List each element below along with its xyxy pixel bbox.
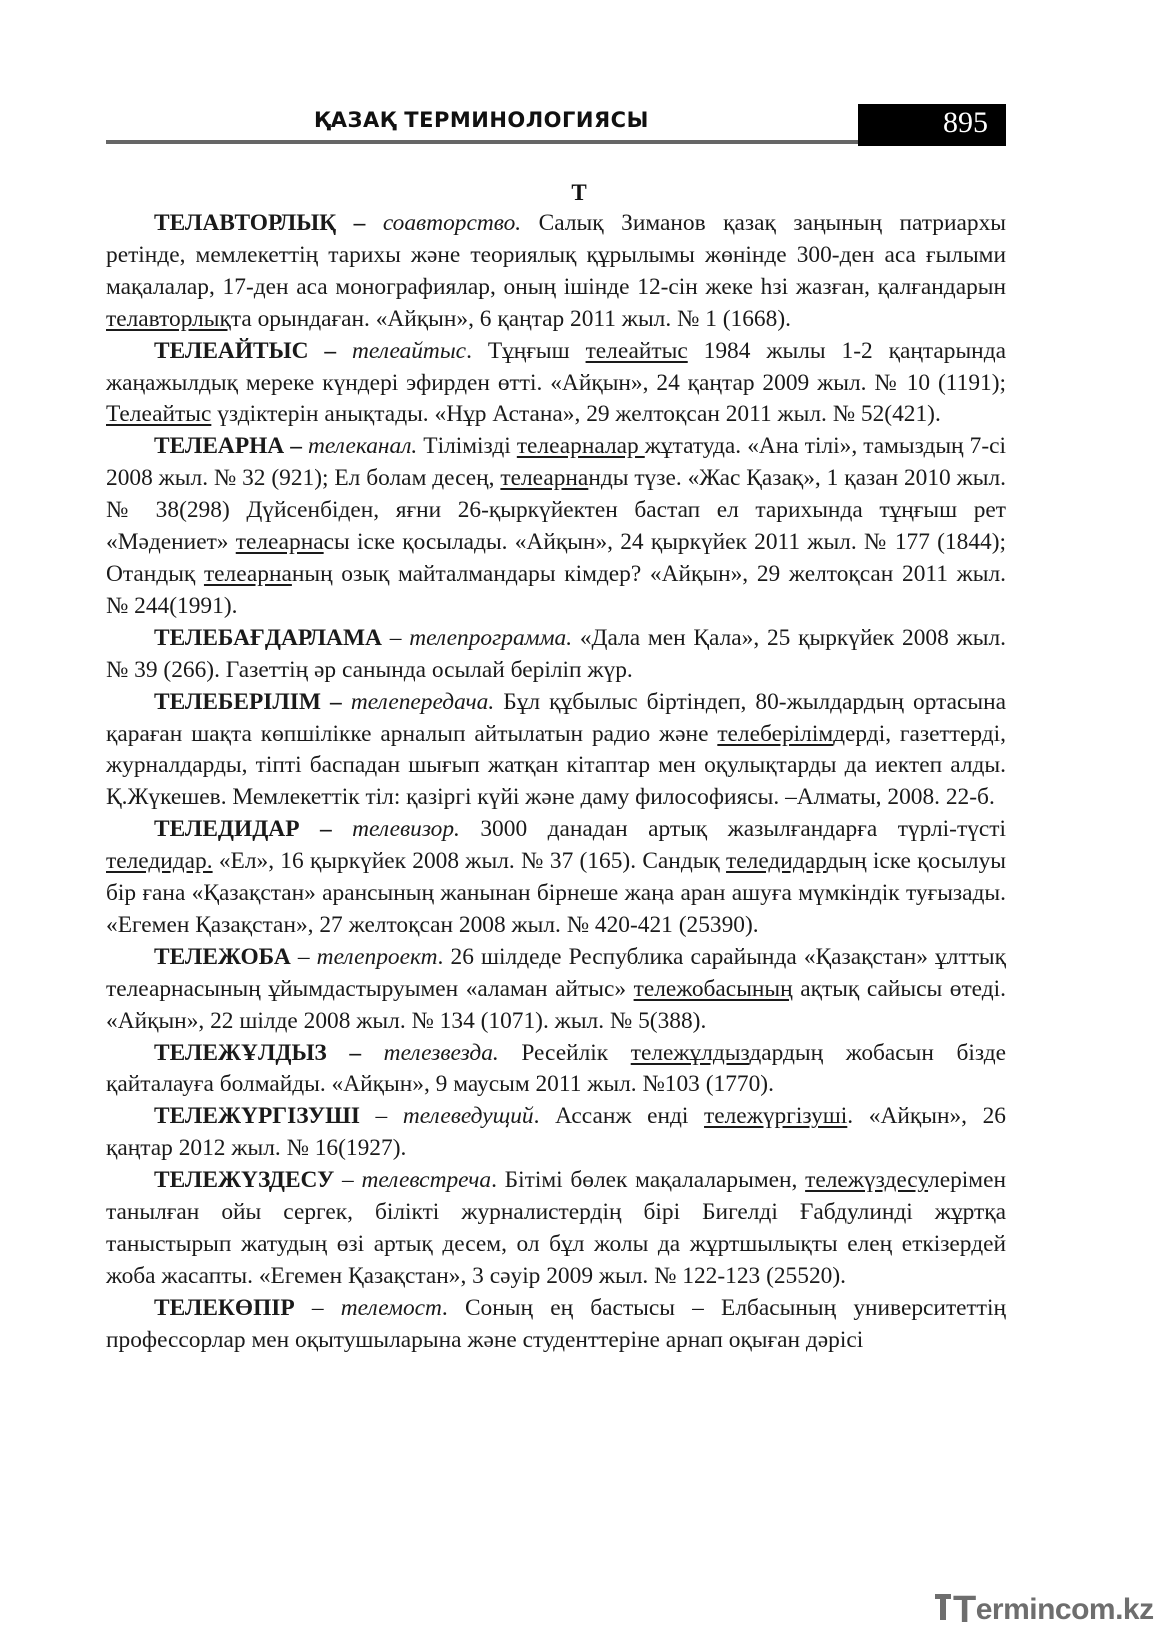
page-number: 895 xyxy=(943,106,988,139)
entry-text: – xyxy=(290,943,317,970)
entry-text: Салық Зиманов қазақ заңының патриархы ретінде, мемлекеттің тарихы және теориялық құрылымы жөнінде 300-ден аса ғылыми мақалалар, 17-ден аса монографиялар, оның ішінде 12-сін жеке һзі жазған, қалғандарын xyxy=(106,210,1006,300)
entry-example-term: телеарна xyxy=(203,560,292,587)
entry-example-term: телеарна xyxy=(500,465,589,492)
entry-headword: ТЕЛЕЖҮЗДЕСУ xyxy=(154,1167,335,1194)
watermark-logo xyxy=(935,1586,1154,1631)
entry-translation: телеведущий xyxy=(402,1103,534,1130)
entry-text: дардың жобасын бізде қайталауға болмайды. «Айқын», 9 маусым 2011 жыл. №103 (1770). xyxy=(106,1039,1007,1098)
entry-example-term: телавторлық xyxy=(106,305,231,332)
entry-headword: ТЕЛАВТОРЛЫҚ – xyxy=(154,210,383,236)
entry-translation: телевизор. xyxy=(352,816,460,843)
entry-text: . Бітімі бөлек мақалаларымен, xyxy=(491,1167,806,1194)
dictionary-entry xyxy=(106,623,1006,687)
entry-headword: ТЕЛЕЖҮРГІЗУШІ xyxy=(154,1103,360,1130)
dictionary-entry xyxy=(106,1165,1006,1293)
entry-example-term: тележұлдыз xyxy=(630,1039,750,1066)
entry-text: – xyxy=(359,1103,403,1130)
dictionary-entry xyxy=(106,687,1006,815)
dictionary-entry xyxy=(106,942,1006,1038)
watermark-rest: ermincom.kz xyxy=(975,1593,1154,1626)
entry-text: сы іске қосылады. «Айқын», 24 қыркүйек 2011 жыл. № 177 (1844); Отандық xyxy=(106,529,1007,587)
running-title: ҚАЗАҚ ТЕРМИНОЛОГИЯСЫ xyxy=(314,108,649,132)
entry-translation: телевстреча xyxy=(361,1167,492,1194)
entry-text: 1984 жылы 1-2 қаңтарында жаңажылдық мереке күндері эфирден өтті. «Айқын», 24 қаңтар 2009 жыл. № 10 (1191); xyxy=(106,337,1006,396)
entry-text: ақтық сайысы өтеді. «Айқын», 22 шілде 2008 жыл. № 134 (1071). жыл. № 5(388). xyxy=(106,975,1006,1034)
entry-example-term: тележүздесу xyxy=(805,1167,929,1194)
entry-headword: ТЕЛЕАЙТЫС – xyxy=(154,337,352,364)
entry-example-term: телеайтыс xyxy=(585,337,688,364)
entry-translation: телеайтыс xyxy=(352,337,467,364)
entry-text: . 26 шілдеде Республика сарайында «Қазақстан» ұлттық телеарнасының ұйымдастыруымен «аламан айтыс» xyxy=(106,943,1006,1002)
header-rule xyxy=(106,140,858,144)
entry-text: та орындаған. «Айқын», 6 қаңтар 2011 жыл. № 1 (1668). xyxy=(230,305,791,332)
entry-text: 3000 данадан артық жазылғандарға түрлі-түсті xyxy=(459,816,1006,843)
entry-text: – xyxy=(294,1294,341,1321)
dictionary-entry xyxy=(106,431,1006,622)
entry-text: нды түзе. «Жас Қазақ», 1 қазан 2010 жыл. № 38(298) Дүйсенбіден, яғни 26-қыркүйектен бастап ел тарихында тұңғыш рет «Мәдениет» xyxy=(106,465,1007,556)
section-letter: Т xyxy=(571,180,587,205)
entry-example-term: Телеайтыс xyxy=(106,401,212,428)
entry-example-term: телеарналар xyxy=(516,433,645,460)
entry-text: . Тұңғыш xyxy=(466,337,586,364)
dictionary-body xyxy=(106,208,1006,1357)
entry-translation: соавторство. xyxy=(382,210,522,236)
entry-translation: телепроект xyxy=(316,943,438,970)
entry-text: дерді, газеттерді, журналдарды, тіпті баспадан шығып жатқан кітаптар мен оқулықтарды да иектеп алды. Қ.Жүкешев. Мемлекеттік тіл: қазіргі күйі және даму философиясы. –Алматы, 2008. 22-б. xyxy=(106,720,1006,811)
entry-example-term: тележүргізуші xyxy=(704,1103,848,1130)
entry-text: жұтатуда. «Ана тілі», тамыздың 7-сі 2008 жыл. № 32 (921); Ел болам десең, xyxy=(106,433,1006,492)
watermark-text xyxy=(953,1586,1154,1629)
entry-text: . «Айқын», 26 қаңтар 2012 жыл. № 16(1927). xyxy=(106,1103,1007,1162)
entry-translation: телеканал. xyxy=(307,433,418,460)
entry-translation: телепрограмма. xyxy=(409,624,573,651)
entry-text: – xyxy=(334,1167,362,1194)
entry-headword: ТЕЛЕБЕРІЛІМ – xyxy=(154,688,351,715)
dictionary-entry xyxy=(106,1038,1006,1102)
dictionary-entry xyxy=(106,336,1006,432)
entry-example-term: тележобасының xyxy=(633,975,793,1002)
watermark-initial: T xyxy=(953,1589,976,1631)
dictionary-entry xyxy=(106,1101,1006,1165)
entry-headword: ТЕЛЕЖОБА xyxy=(154,943,291,970)
termincom-logo-icon xyxy=(935,1594,951,1620)
entry-translation: телепередача. xyxy=(350,688,495,715)
running-header xyxy=(106,104,1006,146)
dictionary-entry xyxy=(106,208,1006,336)
entry-headword: ТЕЛЕБАҒДАРЛАМА xyxy=(154,624,382,651)
entry-headword: ТЕЛЕКӨПІР xyxy=(154,1294,295,1321)
entry-text: Тілімізді xyxy=(417,433,517,460)
page-number-box xyxy=(858,104,1006,146)
entry-headword: ТЕЛЕЖҰЛДЫЗ – xyxy=(154,1039,384,1066)
entry-text: . Соның ең бастысы – Елбасының университеттің профессорлар мен оқытушыларына және студенттеріне арнап оқыған дәрісі xyxy=(106,1294,1007,1353)
entry-text: ның озық майталмандары кімдер? «Айқын», 29 желтоқсан 2011 жыл. № 244(1991). xyxy=(106,560,1006,619)
entry-text: үздіктерін анықтады. «Нұр Астана», 29 желтоқсан 2011 жыл. № 52(421). xyxy=(211,401,941,428)
entry-headword: ТЕЛЕДИДАР – xyxy=(154,816,353,843)
entry-translation: телемост xyxy=(340,1294,442,1321)
entry-text: лерімен танылған ойы сергек, білікті журналистердің бірі Бигелді Ғабдулинді жұртқа таныстырып жатудың өзі артық десем, ол бұл жолы да жұртшылықты елең еткізердей жоба жасапты. «Егемен Қазақстан», 3 сәуір 2009 жыл. № 122-123 (25520). xyxy=(106,1167,1006,1289)
entry-text: Ресейлік xyxy=(498,1039,631,1066)
entry-text: дың іске қосылуы бір ғана «Қазақстан» арансының жанынан бірнеше жаңа аран ашуға мүмкіндік туғызады. «Егемен Қазақстан», 27 желтоқсан 2008 жыл. № 420-421 (25390). xyxy=(106,848,1006,938)
entry-translation: телезвезда. xyxy=(383,1039,499,1066)
entry-headword: ТЕЛЕАРНА – xyxy=(154,433,308,460)
entry-example-term: теледидар. xyxy=(106,848,213,875)
dictionary-entry xyxy=(106,814,1006,942)
entry-text: «Дала мен Қала», 25 қыркүйек 2008 жыл. № 39 (266). Газеттің әр санында осылай беріліп жүр. xyxy=(106,624,1006,683)
entry-example-term: телеарна xyxy=(235,529,324,556)
entry-text: «Ел», 16 қыркүйек 2008 жыл. № 37 (165). Сандық xyxy=(212,848,727,875)
entry-text: . Ассанж енді xyxy=(533,1103,705,1130)
entry-example-term: телеберілім xyxy=(717,720,834,747)
dictionary-entry xyxy=(106,1293,1006,1357)
entry-text: Бұл құбылыс біртіндеп, 80-жылдардың ортасына қараған шақта көпшілікке арналып айтылатын радио және xyxy=(106,688,1006,747)
entry-text: – xyxy=(381,624,410,651)
entry-example-term: теледидар xyxy=(726,848,827,875)
